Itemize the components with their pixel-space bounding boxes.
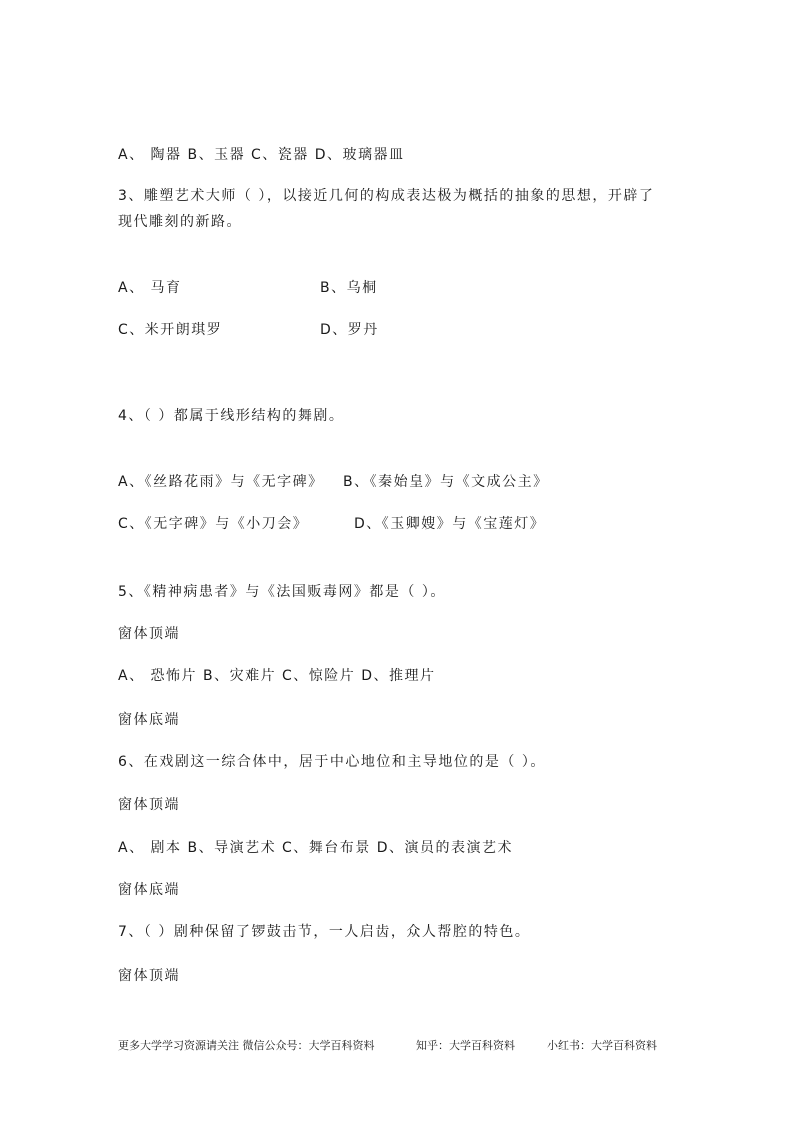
q3-stem-line2: 现代雕刻的新路。	[118, 214, 242, 230]
q5-form-top: 窗体顶端	[118, 626, 180, 642]
q3-stem-line1: 3、雕塑艺术大师（ ），以接近几何的构成表达极为概括的抽象的思想，开辟了	[118, 188, 655, 204]
q4-option-b: B、《秦始皇》与《文成公主》	[343, 474, 549, 490]
q4-option-a: A、《丝路花雨》与《无字碑》	[118, 474, 324, 490]
q5-form-bottom: 窗体底端	[118, 712, 180, 728]
footer-promo: 更多大学学习资源请关注 微信公众号：大学百科资料	[118, 1039, 375, 1052]
q7-form-top: 窗体顶端	[118, 968, 180, 984]
footer-zhihu: 知乎：大学百科资料	[416, 1039, 515, 1052]
q5-options: A、 恐怖片 B、灾难片 C、惊险片 D、推理片	[118, 668, 436, 684]
q6-form-top: 窗体顶端	[118, 797, 180, 813]
q2-options: A、 陶器 B、玉器 C、瓷器 D、玻璃器皿	[118, 147, 405, 163]
footer-xiaohongshu: 小红书：大学百科资料	[547, 1039, 657, 1052]
q3-option-c: C、米开朗琪罗	[118, 322, 223, 338]
q4-option-c: C、《无字碑》与《小刀会》	[118, 516, 309, 532]
q4-stem: 4、（ ）都属于线形结构的舞剧。	[118, 408, 345, 424]
q5-stem: 5、《精神病患者》与《法国贩毒网》都是（ ）。	[118, 584, 446, 600]
q6-stem: 6、在戏剧这一综合体中，居于中心地位和主导地位的是（ ）。	[118, 754, 546, 770]
q4-option-d: D、《玉卿嫂》与《宝莲灯》	[354, 516, 546, 532]
q7-stem: 7、（ ）剧种保留了锣鼓击节，一人启齿，众人帮腔的特色。	[118, 924, 531, 940]
q3-option-a: A、 马育	[118, 280, 182, 296]
q3-option-d: D、罗丹	[320, 322, 379, 338]
q3-option-b: B、乌桐	[320, 280, 378, 296]
q6-options: A、 剧本 B、导演艺术 C、舞台布景 D、演员的表演艺术	[118, 840, 514, 856]
q6-form-bottom: 窗体底端	[118, 882, 180, 898]
